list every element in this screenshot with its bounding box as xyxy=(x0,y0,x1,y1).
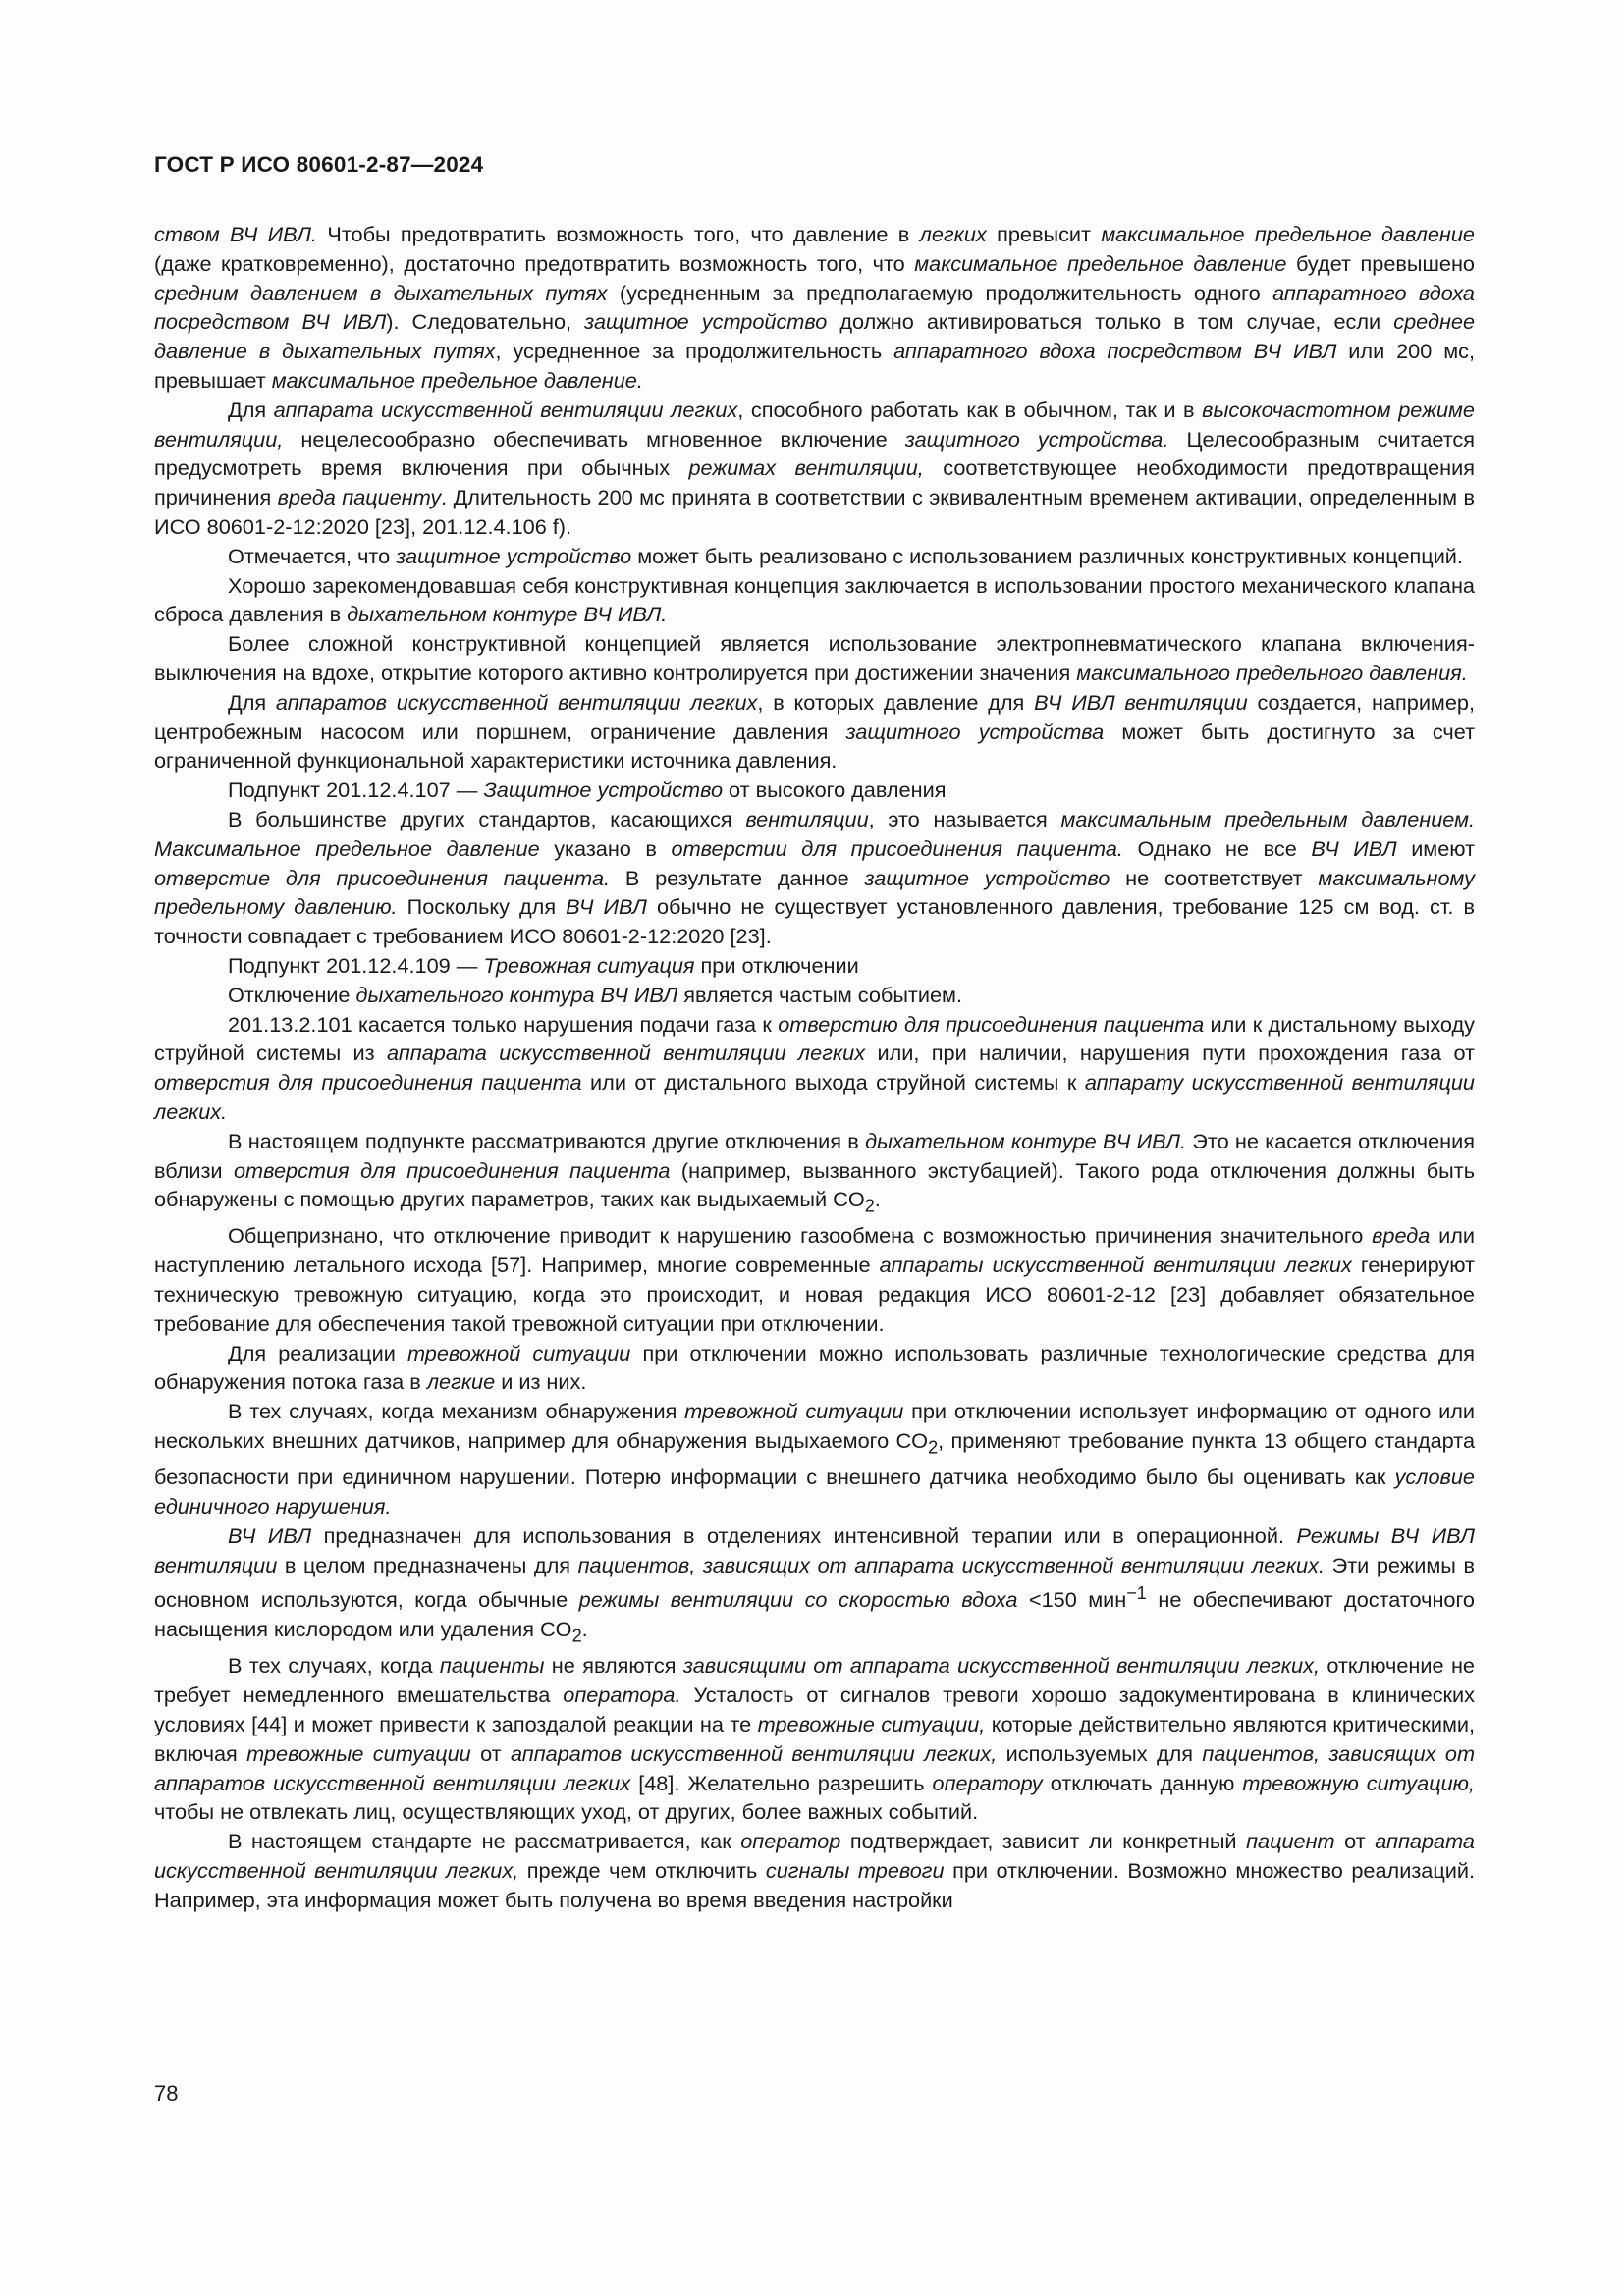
italic-term: защитное устройство xyxy=(584,309,828,335)
text-run: 201.13.2.101 касается только нарушения подачи газа к xyxy=(228,1011,779,1037)
text-run: , это называется xyxy=(868,806,1061,831)
paragraph xyxy=(154,951,1475,981)
italic-term: аппаратов искусственной вентиляции легких, xyxy=(510,1740,998,1766)
italic-term: тревожные ситуации xyxy=(246,1740,471,1766)
text-run: (усредненным за предполагаемую продолжительность одного xyxy=(607,280,1273,305)
text-run: В настоящем подпункте рассматриваются другие отключения в xyxy=(228,1128,866,1153)
text-run: превысит xyxy=(986,222,1102,246)
script-text: −1 xyxy=(1126,1583,1147,1604)
italic-term: аппарату искусственной вентиляции легких. xyxy=(154,1070,1475,1124)
italic-term: отверстии для присоединения пациента. xyxy=(671,835,1123,861)
text-run: чтобы не отвлекать лиц, осуществляющих уход, от других, более важных событий. xyxy=(154,1799,979,1825)
italic-term: оператор xyxy=(740,1829,841,1854)
text-run: , способного работать как в обычном, так и в xyxy=(737,397,1203,422)
text-run: Это не касается отключения вблизи xyxy=(154,1128,1475,1183)
text-run: указано в xyxy=(539,835,672,861)
text-run: , в которых давление для xyxy=(757,689,1035,715)
text-run: нецелесообразно обеспечивать мгновенное включение xyxy=(283,426,905,452)
italic-term: аппаратного вдоха посредством ВЧ ИВЛ xyxy=(893,339,1337,364)
italic-term: режимах вентиляции, xyxy=(688,455,924,481)
italic-term: максимальное предельное давление. xyxy=(271,367,643,393)
italic-term: максимальным предельным давлением. Максимальное предельное давление xyxy=(154,806,1475,861)
italic-term: ВЧ ИВЛ xyxy=(566,894,647,920)
italic-term: ством ВЧ ИВЛ. xyxy=(154,222,318,246)
text-run: или наступлению летального исхода [57]. Например, многие современные xyxy=(154,1223,1475,1278)
text-run: от xyxy=(470,1740,511,1766)
italic-term: среднее давление в дыхательных путях xyxy=(154,309,1476,364)
paragraph xyxy=(154,542,1475,571)
text-run: . xyxy=(874,1187,881,1212)
italic-term: оператора. xyxy=(563,1682,681,1708)
text-run: Подпункт 201.12.4.109 — xyxy=(228,952,484,978)
paragraph xyxy=(154,1127,1475,1222)
text-run: или от дистального выхода струйной системы к xyxy=(581,1070,1085,1095)
text-run: не соответствует xyxy=(1110,865,1319,890)
italic-term: ВЧ ИВЛ xyxy=(228,1522,312,1548)
italic-term: защитное устройство xyxy=(864,865,1110,890)
paragraph xyxy=(154,1221,1475,1338)
italic-term: аппаратного вдоха посредством ВЧ ИВЛ xyxy=(154,280,1475,335)
italic-term: условие единичного нарушения. xyxy=(154,1465,1475,1519)
text-run: или, при наличии, нарушения пути прохождения газа от xyxy=(865,1041,1475,1066)
italic-term: режимы вентиляции со скоростью вдоха xyxy=(578,1587,1018,1613)
italic-term: защитного устройства xyxy=(845,719,1105,744)
paragraph xyxy=(154,688,1475,775)
text-run: . Длительность 200 мс принята в соответствии с эквивалентным временем активации, определенным в ИСО 80601-2-12:2020 [23], 201.12.4.106 f). xyxy=(154,485,1475,539)
paragraph xyxy=(154,775,1475,805)
text-run: , усредненное за продолжительность xyxy=(495,339,894,364)
italic-term: защитное устройство xyxy=(396,543,632,568)
text-run: отключать данную xyxy=(1042,1770,1243,1795)
text-run: В настоящем стандарте не рассматривается, как xyxy=(228,1829,741,1854)
italic-term: максимальному предельному давлению. xyxy=(154,865,1476,920)
text-run: при отключении xyxy=(694,952,859,978)
italic-term: ВЧ ИВЛ вентиляции xyxy=(1034,689,1248,715)
text-run: отключение не требует немедленного вмешательства xyxy=(154,1653,1475,1708)
text-run: Отключение xyxy=(228,982,356,1007)
italic-term: аппарата искусственной вентиляции легких xyxy=(387,1041,866,1066)
italic-term: максимального предельного давления. xyxy=(1076,660,1468,685)
text-run: и из них. xyxy=(495,1369,587,1395)
text-run: создается, например, центробежным насосом или поршнем, ограничение давления xyxy=(154,689,1475,744)
text-run: В результате данное xyxy=(610,865,865,890)
text-run: не являются xyxy=(544,1653,683,1679)
italic-term: аппарата искусственной вентиляции легких xyxy=(273,397,738,422)
italic-term: сигналы тревоги xyxy=(765,1858,945,1884)
italic-term: отверстия для присоединения пациента xyxy=(154,1070,582,1095)
italic-term: пациентов, зависящих от аппарата искусственной вентиляции легких. xyxy=(577,1552,1325,1577)
text-run: (даже кратковременно), достаточно предотвратить возможность того, что xyxy=(154,250,915,276)
text-run: Эти режимы в основном используются, когда обычные xyxy=(154,1552,1475,1613)
text-run: Отмечается, что xyxy=(228,543,397,568)
italic-term: Защитное устройство xyxy=(483,777,724,803)
text-run: или к дистальному выходу струйной системы из xyxy=(154,1011,1476,1066)
italic-term: аппарата искусственной вентиляции легких, xyxy=(154,1829,1475,1884)
script-text: 2 xyxy=(571,1626,582,1646)
paragraph xyxy=(154,805,1475,951)
italic-term: тревожной ситуации xyxy=(406,1340,631,1365)
text-run: Для xyxy=(228,689,276,715)
paragraph xyxy=(154,1010,1475,1127)
text-run: <150 мин xyxy=(1017,1587,1127,1613)
text-run: ). Следовательно, xyxy=(386,309,585,335)
text-run: [48]. Желательно разрешить xyxy=(630,1770,933,1795)
document-header: ГОСТ Р ИСО 80601-2-87—2024 xyxy=(154,152,484,177)
text-run: Более сложной конструктивной концепцией является использование электропневматического клапана включения-выключения на вдохе, открытие которого активно контролируется при достижении значения xyxy=(154,631,1475,685)
italic-term: максимальное предельное давление xyxy=(1101,222,1475,246)
text-run: может быть достигнуто за счет ограниченной функциональной характеристики источника давления. xyxy=(154,719,1476,774)
text-run: Чтобы предотвратить возможность того, что давление в xyxy=(317,222,920,246)
italic-term: ВЧ ИВЛ xyxy=(1311,835,1397,861)
text-run: Общепризнано, что отключение приводит к нарушению газообмена с возможностью причинения значительного xyxy=(228,1223,1373,1249)
italic-term: легких xyxy=(919,222,987,246)
italic-term: вентиляции xyxy=(745,806,869,831)
italic-term: защитного устройства. xyxy=(904,426,1169,452)
paragraph xyxy=(154,1522,1475,1652)
paragraph xyxy=(154,1397,1475,1522)
paragraph xyxy=(154,220,1475,396)
italic-term: тревожные ситуации, xyxy=(757,1712,986,1737)
italic-term: Тревожная ситуация xyxy=(483,952,695,978)
paragraph xyxy=(154,571,1475,630)
italic-term: отверстие для присоединения пациента. xyxy=(154,865,611,890)
text-run: Усталость от сигналов тревоги хорошо задокументирована в клинических условиях [44] и может привести к запоздалой реакции на те xyxy=(154,1682,1475,1737)
text-run: при отключении. Возможно множество реализаций. Например, эта информация может быть получена во время введения настройки xyxy=(154,1858,1476,1912)
italic-term: зависящими от аппарата искусственной вентиляции легких, xyxy=(682,1653,1320,1679)
text-run: В большинстве других стандартов, касающихся xyxy=(228,806,746,831)
text-run: Однако не все xyxy=(1122,835,1312,861)
text-run: является частым событием. xyxy=(677,982,962,1007)
paragraph xyxy=(154,396,1475,542)
italic-term: тревожной ситуации xyxy=(684,1399,904,1424)
text-run: Для реализации xyxy=(228,1340,407,1365)
text-run: имеют xyxy=(1396,835,1476,861)
text-run: соответствующее необходимости предотвращения причинения xyxy=(154,455,1475,510)
script-text: 2 xyxy=(928,1437,939,1458)
body-text xyxy=(154,220,1475,1915)
text-run: в целом предназначены для xyxy=(277,1552,578,1577)
text-run: Хорошо зарекомендовавшая себя конструктивная концепция заключается в использовании простого механического клапана сброса давления в xyxy=(154,572,1475,627)
italic-term: средним давлением в дыхательных путях xyxy=(154,280,608,305)
text-run: может быть реализовано с использованием различных конструктивных концепций. xyxy=(631,543,1463,568)
paragraph xyxy=(154,629,1475,688)
italic-term: максимальное предельное давление xyxy=(914,250,1287,276)
paragraph xyxy=(154,1339,1475,1398)
text-run: или 200 мс, превышает xyxy=(154,339,1475,393)
italic-term: высокочастотном режиме вентиляции, xyxy=(154,397,1475,452)
italic-term: аппаратов искусственной вентиляции легких xyxy=(275,689,758,715)
text-run: подтверждает, зависит ли конкретный xyxy=(840,1829,1247,1854)
text-run: которые действительно являются критическими, включая xyxy=(154,1712,1475,1766)
italic-term: отверстия для присоединения пациента xyxy=(233,1157,671,1183)
italic-term: аппараты искусственной вентиляции легких xyxy=(879,1253,1352,1278)
paragraph xyxy=(154,1827,1475,1914)
text-run: при отключении можно использовать различные технологические средства для обнаружения потока газа в xyxy=(154,1340,1476,1395)
italic-term: отверстию для присоединения пациента xyxy=(778,1011,1205,1037)
script-text: 2 xyxy=(864,1196,875,1216)
paragraph xyxy=(154,1651,1475,1827)
italic-term: дыхательном контуре ВЧ ИВЛ. xyxy=(347,602,668,627)
text-run: , применяют требование пункта 13 общего стандарта безопасности при единичном нарушении. Потерю информации с внешнего датчика необходимо было бы оценивать как xyxy=(154,1428,1476,1490)
italic-term: дыхательного контура ВЧ ИВЛ xyxy=(355,982,678,1007)
text-run: Подпункт 201.12.4.107 — xyxy=(228,777,484,803)
text-run: прежде чем отключить xyxy=(518,1858,766,1884)
italic-term: вреда xyxy=(1372,1223,1431,1249)
text-run: должно активироваться только в том случае, если xyxy=(827,309,1394,335)
italic-term: пациент xyxy=(1246,1829,1335,1854)
italic-term: легкие xyxy=(426,1369,496,1395)
text-run: обычно не существует установленного давления, требование 125 см вод. ст. в точности совпадает с требованием ИСО 80601-2-12:2020 [23]. xyxy=(154,894,1475,949)
text-run: при отключении использует информацию от одного или нескольких внешних датчиков, например для обнаружения выдыхаемого CO xyxy=(154,1399,1475,1453)
text-run: будет превышено xyxy=(1286,250,1475,276)
text-run: В тех случаях, когда механизм обнаружения xyxy=(228,1399,685,1424)
italic-term: пациенты xyxy=(439,1653,545,1679)
text-run: Для xyxy=(228,397,274,422)
text-run: предназначен для использования в отделениях интенсивной терапии или в операционной. xyxy=(311,1522,1297,1548)
text-run: генерируют техническую тревожную ситуацию, когда это происходит, и новая редакция ИСО 80601-2-12 [23] добавляет обязательное требование для обеспечения такой тревожной ситуации при отключении. xyxy=(154,1253,1475,1336)
page-number: 78 xyxy=(154,2081,179,2106)
italic-term: тревожную ситуацию, xyxy=(1242,1770,1475,1795)
italic-term: вреда пациенту xyxy=(277,485,442,510)
paragraph xyxy=(154,981,1475,1010)
text-run: Поскольку для xyxy=(397,894,567,920)
text-run: (например, вызванного экстубацией). Такого рода отключения должны быть обнаружены с помощью других параметров, таких как выдыхаемый CO xyxy=(154,1157,1476,1212)
italic-term: пациентов, зависящих от аппаратов искусственной вентиляции легких xyxy=(154,1740,1476,1795)
text-run: . xyxy=(581,1617,588,1642)
text-run: В тех случаях, когда xyxy=(228,1653,440,1679)
text-run: от xyxy=(1334,1829,1376,1854)
text-run: используемых для xyxy=(997,1740,1203,1766)
text-run: Целесообразным считается предусмотреть время включения при обычных xyxy=(154,426,1475,481)
text-run: не обеспечивают достаточного насыщения кислородом или удаления CO xyxy=(154,1587,1475,1642)
italic-term: дыхательном контуре ВЧ ИВЛ. xyxy=(865,1128,1187,1153)
italic-term: Режимы ВЧ ИВЛ вентиляции xyxy=(154,1522,1475,1577)
italic-term: оператору xyxy=(932,1770,1043,1795)
text-run: от высокого давления xyxy=(723,777,947,803)
